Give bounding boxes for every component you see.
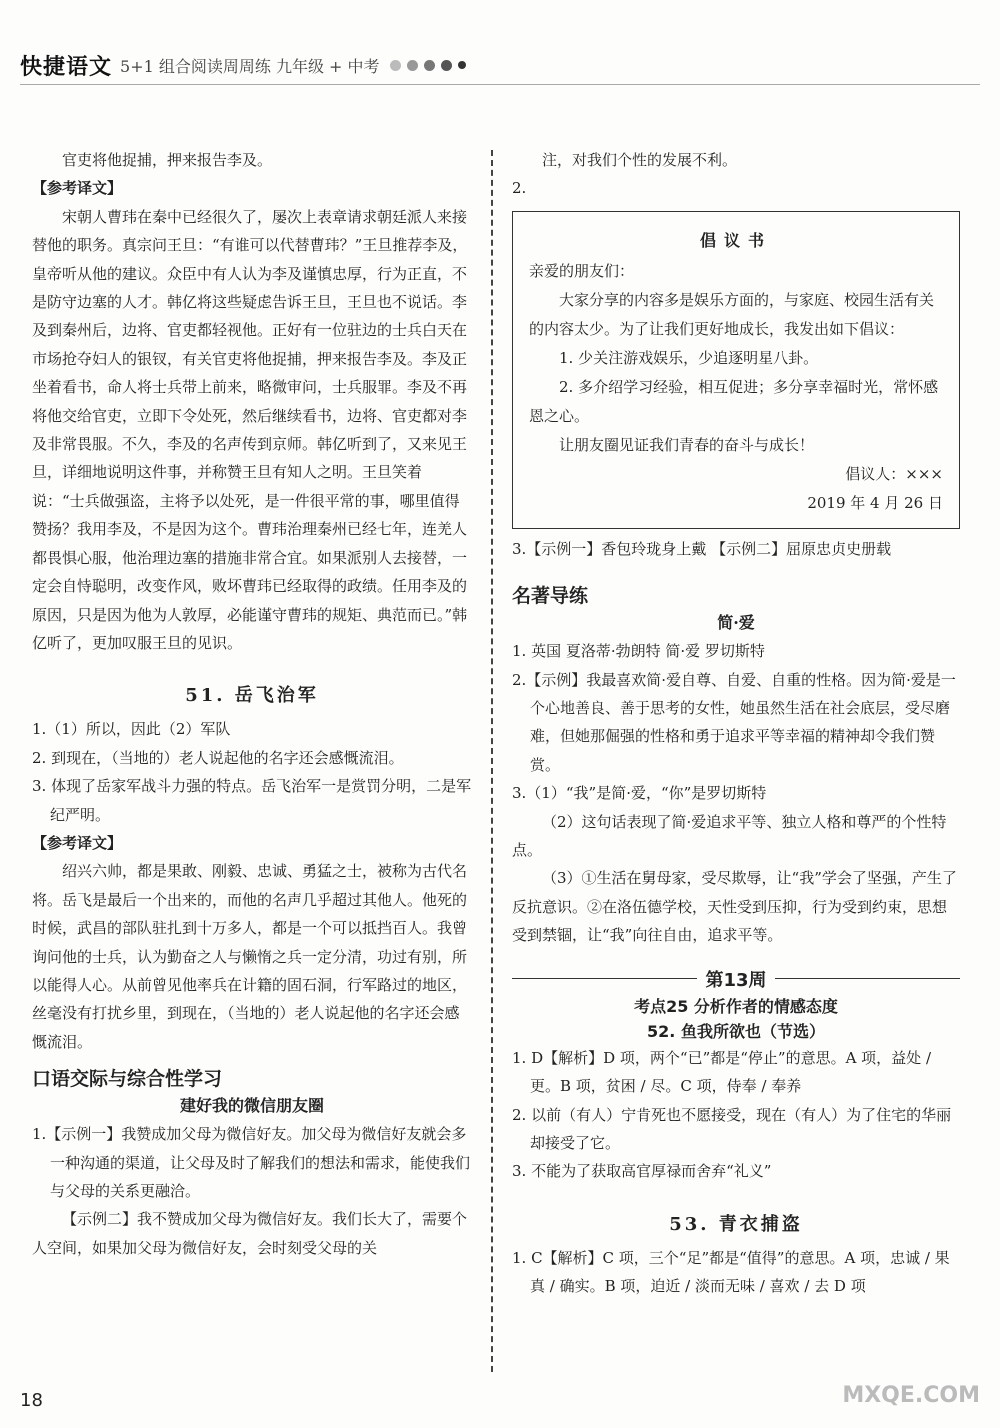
section-title-51: 51. 岳飞治军 xyxy=(185,685,319,707)
classics-section-title: 名著导练 xyxy=(512,585,589,608)
section-title-53: 53. 青衣捕盗 xyxy=(669,1213,803,1235)
oral-answer-1: 1.【示例一】我赞成加父母为微信好友。加父母为微信好友就会多一种沟通的渠道，让父母及时了解我们的想法和需求，能使我们与父母的关系更融洽。 xyxy=(32,1125,471,1200)
header-rule xyxy=(20,84,980,85)
answer-52-3: 3. 不能为了获取高官厚禄而舍弃“礼义” xyxy=(512,1162,772,1181)
week-rule xyxy=(775,978,960,979)
answer-line: 注，对我们个性的发展不利。 xyxy=(542,151,738,169)
section-title-52: 52. 鱼我所欲也（节选） xyxy=(647,1021,825,1041)
week-header xyxy=(512,966,960,992)
answer-2: 2. 到现在，（当地的）老人说起他的名字还会感慨流泪。 xyxy=(32,748,404,767)
proposal-date: 2019 年 4 月 26 日 xyxy=(807,493,943,512)
classics-answer-3b: （2）这句话表现了简·爱追求平等、独立人格和尊严的个性特点。 xyxy=(512,812,947,860)
left-column xyxy=(32,146,472,1262)
dot-icon xyxy=(441,60,452,71)
answer-1: 1.（1）所以，因此（2）军队 xyxy=(32,720,231,739)
dot-icon xyxy=(390,60,401,71)
proposal-greeting: 亲爱的朋友们： xyxy=(529,261,635,280)
column-divider xyxy=(491,150,493,1372)
oral-subtitle: 建好我的微信朋友圈 xyxy=(179,1096,324,1116)
proposal-item: 2. 多介绍学习经验，相互促进；多分享幸福时光，常怀感恩之心。 xyxy=(529,377,939,425)
series-title: 5+1 组合阅读周周练 九年级 + 中考 xyxy=(120,56,380,76)
answer-52-1: 1. D【解析】D 项，两个“已”都是“停止”的意思。A 项，益处 / 更。B 项，贫困 / 尽。C 项，侍奉 / 奉养 xyxy=(512,1048,931,1096)
dot-icon xyxy=(424,60,435,71)
answer-line: 官吏将他捉捕，押来报告李及。 xyxy=(62,151,273,169)
decor-dots xyxy=(390,60,472,71)
right-column xyxy=(512,146,960,1301)
proposal-item: 1. 少关注游戏娱乐，少追逐明星八卦。 xyxy=(559,348,819,367)
classics-answer-3a: 3.（1）“我”是简·爱，“你”是罗切斯特 xyxy=(512,784,767,803)
page-number: 18 xyxy=(20,1390,43,1411)
oral-section-title: 口语交际与综合性学习 xyxy=(32,1068,223,1091)
oral-answer-2: 【示例二】我不赞成加父母为微信好友。我们长大了，需要个人空间，如果加父母为微信好友，会时刻受父母的关 xyxy=(32,1210,468,1257)
week-rule xyxy=(512,978,697,979)
answer-53-1: 1. C【解析】C 项，三个“足”都是“值得”的意思。A 项，忠诚 / 果真 / 确实。B 项，迫近 / 淡而无味 / 喜欢 / 去 D 项 xyxy=(512,1248,950,1296)
answer-3: 3. 体现了岳家军战斗力强的特点。岳飞治军一是赏罚分明，二是军纪严明。 xyxy=(32,777,472,824)
page-header xyxy=(20,48,472,82)
answer-2-label: 2. xyxy=(512,179,527,198)
week-title: 第13周 xyxy=(705,969,767,991)
translation-paragraph: 宋朝人曹玮在秦中已经很久了，屡次上表章请求朝廷派人来接替他的职务。真宗问王旦：“有谁可以代替曹玮？”王旦推荐李及，皇帝听从他的建议。众臣中有人认为李及谨慎忠厚，行为正直，不是防守边塞的人才。韩亿将这些疑虑告诉王旦，王旦也不说话。李及到秦州后，边将、官吏都轻视他。正好有一位驻边的士兵白天在市场抢夺妇人的银钗，有关官吏将他捉捕，押来报告李及。李及正坐着看书，命人将士兵带上前来，略微审问，士兵服罪。李及不再将他交给官吏，立即下令处死，然后继续看书，边将、官吏都对李及非常畏服。不久，李及的名声传到京师。韩亿听到了，又来见王旦，详细地说明这件事，并称赞王旦有知人之明。王旦笑着说：“士兵做强盗，主将予以处死，是一件很平常的事，哪里值得赞扬？我用李及，不是因为这个。曹玮治理秦州已经七年，连羌人都畏惧心服，他治理边塞的措施非常合宜。如果派别人去接替，一定会自恃聪明，改变作风，败坏曹玮已经取得的政绩。任用李及的原因，只是因为他为人敦厚，必能谨守曹玮的规矩、典范而已。”韩亿听了，更加叹服王旦的见识。 xyxy=(32,207,468,652)
proposal-title: 倡议书 xyxy=(699,230,772,250)
watermark: MXQE.COM xyxy=(842,1383,980,1408)
reference-translation-heading: 【参考译文】 xyxy=(32,833,123,852)
translation-paragraph: 绍兴六帅，都是果敢、刚毅、忠诚、勇猛之士，被称为古代名将。岳飞是最后一个出来的，而他的名声几乎超过其他人。他死的时候，武昌的部队驻扎到十万多人，都是一个可以抵挡百人。我曾询问他的士兵，认为勤奋之人与懒惰之兵一定分清，功过有别，所以能得人心。从前曾见他率兵在计籍的固石洞，行军路过的地区，丝毫没有打扰乡里，到现在，（当地的）老人说起他的名字还会感慨流泪。 xyxy=(32,862,468,1051)
classics-subtitle: 简·爱 xyxy=(717,613,755,633)
proposal-box xyxy=(512,211,960,529)
proposal-signature: 倡议人：××× xyxy=(845,464,943,483)
classics-answer-1: 1. 英国 夏洛蒂·勃朗特 简·爱 罗切斯特 xyxy=(512,642,765,661)
classics-answer-3c: （3）①生活在舅母家，受尽欺辱，让“我”学会了坚强，产生了反抗意识。②在洛伍德学校，天性受到压抑，行为受到约束，思想受到禁锢，让“我”向往自由，追求平等。 xyxy=(512,869,957,945)
answer-3: 3.【示例一】香包玲珑身上戴 【示例二】屈原忠贞史册载 xyxy=(512,539,892,558)
classics-answer-2: 2.【示例】我最喜欢简·爱自尊、自爱、自重的性格。因为简·爱是一个心地善良、善于思考的女性，她虽然生活在社会底层，受尽磨难，但她那倔强的性格和勇于追求平等幸福的精神却令我们赞赏。 xyxy=(512,670,956,774)
answer-52-2: 2. 以前（有人）宁肯死也不愿接受，现在（有人）为了住宅的华丽却接受了它。 xyxy=(512,1105,952,1152)
exam-point-title: 考点25 分析作者的情感态度 xyxy=(634,996,838,1016)
dot-icon xyxy=(458,61,466,69)
dot-icon xyxy=(407,60,418,71)
reference-translation-heading: 【参考译文】 xyxy=(32,179,123,198)
proposal-body: 大家分享的内容多是娱乐方面的，与家庭、校园生活有关的内容太少。为了让我们更好地成长，我发出如下倡议： xyxy=(529,290,935,338)
brand-title: 快捷语文 xyxy=(20,54,113,80)
proposal-closing: 让朋友圈见证我们青春的奋斗与成长！ xyxy=(559,435,815,454)
